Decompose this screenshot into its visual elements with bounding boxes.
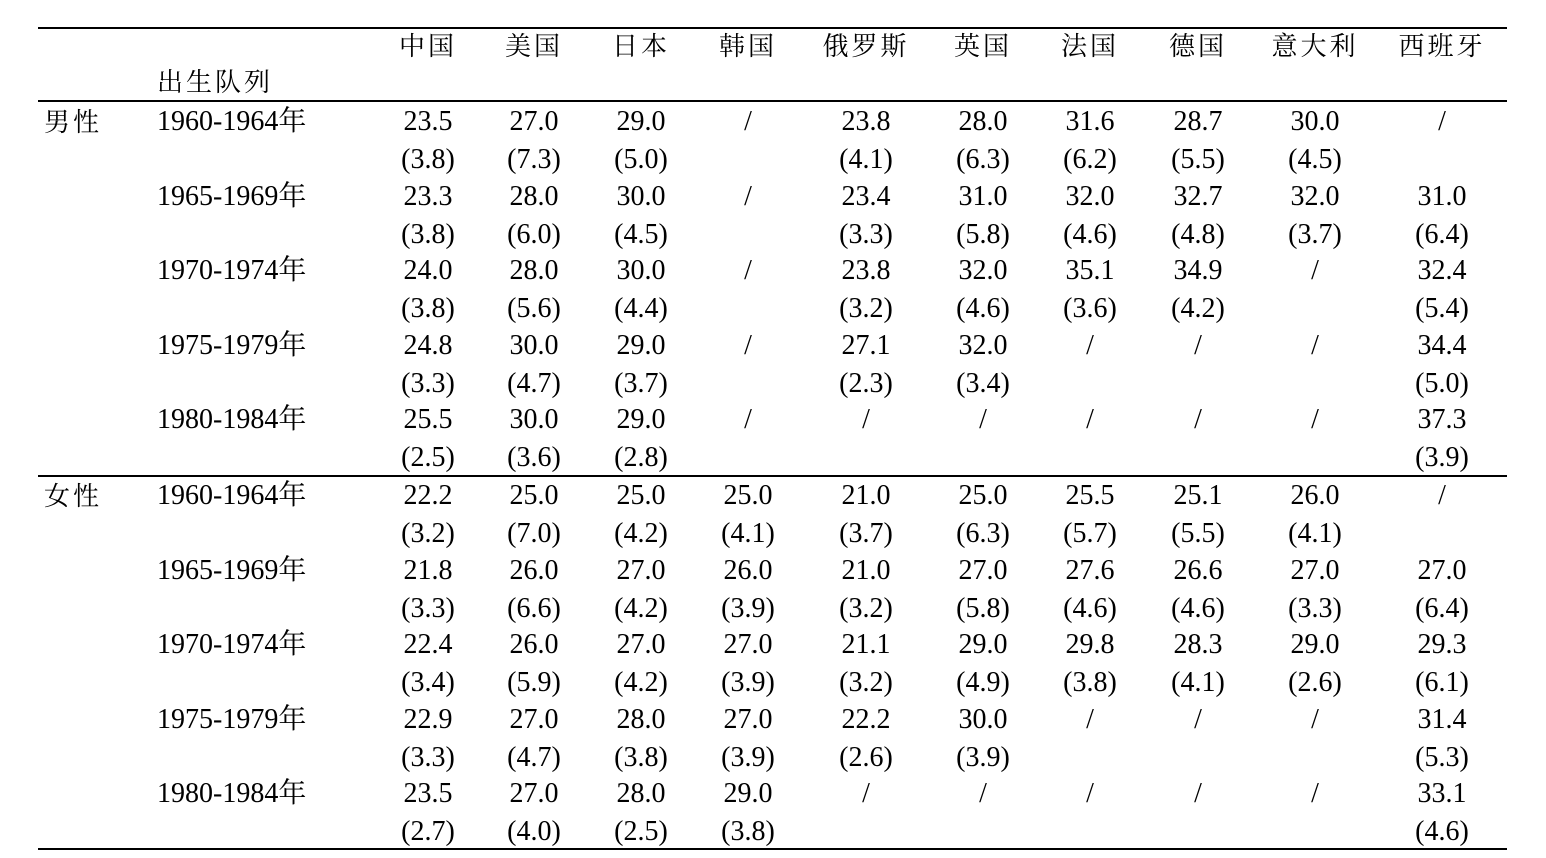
country-header: 韩国 xyxy=(718,32,778,61)
value-cell: 24.8 xyxy=(403,330,453,361)
sd-cell: (3.2) xyxy=(839,293,893,324)
sd-cell: (3.3) xyxy=(1288,593,1342,624)
header-rule xyxy=(38,100,1507,102)
sd-cell: (4.6) xyxy=(956,293,1010,324)
sd-cell: (5.7) xyxy=(1063,518,1117,549)
sd-cell: (2.8) xyxy=(614,442,668,473)
sd-cell: (6.4) xyxy=(1415,219,1469,250)
value-cell: / xyxy=(1311,255,1319,286)
sd-cell: (4.6) xyxy=(1415,816,1469,847)
value-cell: / xyxy=(1311,778,1319,809)
cohort-label: 1970-1974年 xyxy=(157,629,307,660)
value-cell: 26.6 xyxy=(1173,555,1223,586)
sd-cell: (4.4) xyxy=(614,293,668,324)
sd-cell: (3.4) xyxy=(956,368,1010,399)
value-cell: 29.0 xyxy=(616,404,666,435)
cohort-label: 1975-1979年 xyxy=(157,704,307,735)
sd-cell: (4.1) xyxy=(1171,667,1225,698)
value-cell: 25.0 xyxy=(616,480,666,511)
sd-cell: (3.8) xyxy=(721,816,775,847)
sd-cell: (6.4) xyxy=(1415,593,1469,624)
sd-cell: (7.3) xyxy=(507,144,561,175)
sd-cell: (3.9) xyxy=(721,593,775,624)
value-cell: 30.0 xyxy=(1290,106,1340,137)
sd-cell: (4.2) xyxy=(1171,293,1225,324)
value-cell: 25.0 xyxy=(958,480,1008,511)
value-cell: 27.0 xyxy=(1290,555,1340,586)
value-cell: 33.1 xyxy=(1417,778,1467,809)
bottom-rule xyxy=(38,848,1507,850)
sd-cell: (2.5) xyxy=(401,442,455,473)
value-cell: 22.2 xyxy=(841,704,891,735)
value-cell: 32.0 xyxy=(958,330,1008,361)
value-cell: / xyxy=(1086,330,1094,361)
sd-cell: (3.8) xyxy=(401,219,455,250)
group-label: 女性 xyxy=(44,482,103,511)
sd-cell: (3.4) xyxy=(401,667,455,698)
value-cell: 31.4 xyxy=(1417,704,1467,735)
value-cell: 35.1 xyxy=(1065,255,1115,286)
value-cell: 27.0 xyxy=(509,704,559,735)
sd-cell: (4.6) xyxy=(1063,593,1117,624)
sd-cell: (3.3) xyxy=(839,219,893,250)
value-cell: 25.1 xyxy=(1173,480,1223,511)
sd-cell: (3.6) xyxy=(507,442,561,473)
sd-cell: (3.9) xyxy=(956,742,1010,773)
value-cell: 23.8 xyxy=(841,106,891,137)
sd-cell: (4.1) xyxy=(1288,518,1342,549)
value-cell: 21.1 xyxy=(841,629,891,660)
value-cell: 24.0 xyxy=(403,255,453,286)
value-cell: 25.5 xyxy=(1065,480,1115,511)
cohort-header: 出生队列 xyxy=(157,68,274,97)
sd-cell: (4.2) xyxy=(614,667,668,698)
sd-cell: (4.1) xyxy=(721,518,775,549)
value-cell: / xyxy=(979,404,987,435)
sd-cell: (3.7) xyxy=(839,518,893,549)
sd-cell: (2.6) xyxy=(839,742,893,773)
sd-cell: (5.5) xyxy=(1171,144,1225,175)
sd-cell: (5.5) xyxy=(1171,518,1225,549)
value-cell: 22.2 xyxy=(403,480,453,511)
value-cell: 28.0 xyxy=(509,181,559,212)
value-cell: / xyxy=(1086,404,1094,435)
group-divider-rule xyxy=(38,475,1507,477)
value-cell: 21.8 xyxy=(403,555,453,586)
value-cell: / xyxy=(744,330,752,361)
value-cell: 27.0 xyxy=(616,555,666,586)
sd-cell: (3.8) xyxy=(614,742,668,773)
country-header: 日本 xyxy=(611,32,671,61)
value-cell: / xyxy=(1194,704,1202,735)
value-cell: 31.0 xyxy=(1417,181,1467,212)
value-cell: 30.0 xyxy=(958,704,1008,735)
value-cell: 34.9 xyxy=(1173,255,1223,286)
sd-cell: (4.1) xyxy=(839,144,893,175)
value-cell: / xyxy=(744,106,752,137)
cohort-label: 1960-1964年 xyxy=(157,106,307,137)
sd-cell: (5.0) xyxy=(1415,368,1469,399)
value-cell: 34.4 xyxy=(1417,330,1467,361)
sd-cell: (4.2) xyxy=(614,593,668,624)
value-cell: 29.0 xyxy=(1290,629,1340,660)
value-cell: / xyxy=(1086,704,1094,735)
sd-cell: (4.6) xyxy=(1063,219,1117,250)
value-cell: 22.4 xyxy=(403,629,453,660)
cohort-label: 1980-1984年 xyxy=(157,404,307,435)
top-rule xyxy=(38,27,1507,29)
value-cell: 27.0 xyxy=(616,629,666,660)
sd-cell: (6.3) xyxy=(956,518,1010,549)
sd-cell: (3.8) xyxy=(401,293,455,324)
sd-cell: (2.5) xyxy=(614,816,668,847)
sd-cell: (3.3) xyxy=(401,742,455,773)
sd-cell: (5.4) xyxy=(1415,293,1469,324)
value-cell: / xyxy=(1438,480,1446,511)
sd-cell: (4.2) xyxy=(614,518,668,549)
sd-cell: (2.7) xyxy=(401,816,455,847)
cohort-label: 1965-1969年 xyxy=(157,181,307,212)
value-cell: 27.0 xyxy=(958,555,1008,586)
value-cell: 25.5 xyxy=(403,404,453,435)
value-cell: / xyxy=(1311,704,1319,735)
country-header: 法国 xyxy=(1060,32,1120,61)
value-cell: 32.7 xyxy=(1173,181,1223,212)
value-cell: 26.0 xyxy=(723,555,773,586)
sd-cell: (4.5) xyxy=(1288,144,1342,175)
value-cell: / xyxy=(1311,404,1319,435)
value-cell: 23.5 xyxy=(403,106,453,137)
value-cell: 30.0 xyxy=(616,181,666,212)
sd-cell: (6.6) xyxy=(507,593,561,624)
country-header: 英国 xyxy=(953,32,1013,61)
value-cell: / xyxy=(744,404,752,435)
sd-cell: (4.7) xyxy=(507,742,561,773)
value-cell: 23.8 xyxy=(841,255,891,286)
value-cell: 28.7 xyxy=(1173,106,1223,137)
sd-cell: (6.3) xyxy=(956,144,1010,175)
value-cell: 26.0 xyxy=(509,555,559,586)
value-cell: 26.0 xyxy=(1290,480,1340,511)
value-cell: 26.0 xyxy=(509,629,559,660)
value-cell: 32.0 xyxy=(1065,181,1115,212)
value-cell: 28.0 xyxy=(509,255,559,286)
value-cell: 27.1 xyxy=(841,330,891,361)
sd-cell: (3.7) xyxy=(614,368,668,399)
sd-cell: (2.6) xyxy=(1288,667,1342,698)
value-cell: 32.0 xyxy=(958,255,1008,286)
value-cell: 31.6 xyxy=(1065,106,1115,137)
sd-cell: (4.8) xyxy=(1171,219,1225,250)
sd-cell: (4.0) xyxy=(507,816,561,847)
value-cell: / xyxy=(744,181,752,212)
sd-cell: (4.9) xyxy=(956,667,1010,698)
value-cell: 25.0 xyxy=(509,480,559,511)
value-cell: 31.0 xyxy=(958,181,1008,212)
value-cell: 29.3 xyxy=(1417,629,1467,660)
value-cell: / xyxy=(979,778,987,809)
sd-cell: (6.2) xyxy=(1063,144,1117,175)
value-cell: / xyxy=(862,404,870,435)
value-cell: 23.5 xyxy=(403,778,453,809)
sd-cell: (6.0) xyxy=(507,219,561,250)
cohort-label: 1960-1964年 xyxy=(157,480,307,511)
sd-cell: (3.9) xyxy=(721,742,775,773)
group-label: 男性 xyxy=(44,108,103,137)
sd-cell: (3.2) xyxy=(401,518,455,549)
value-cell: 29.0 xyxy=(616,330,666,361)
sd-cell: (2.3) xyxy=(839,368,893,399)
sd-cell: (3.9) xyxy=(721,667,775,698)
value-cell: / xyxy=(1086,778,1094,809)
value-cell: / xyxy=(1438,106,1446,137)
country-header: 西班牙 xyxy=(1398,32,1486,61)
value-cell: 27.0 xyxy=(723,704,773,735)
sd-cell: (3.2) xyxy=(839,593,893,624)
sd-cell: (3.8) xyxy=(1063,667,1117,698)
value-cell: 30.0 xyxy=(509,330,559,361)
value-cell: / xyxy=(1194,404,1202,435)
value-cell: 28.0 xyxy=(958,106,1008,137)
sd-cell: (3.8) xyxy=(401,144,455,175)
sd-cell: (3.2) xyxy=(839,667,893,698)
sd-cell: (4.7) xyxy=(507,368,561,399)
value-cell: / xyxy=(1311,330,1319,361)
value-cell: 30.0 xyxy=(616,255,666,286)
sd-cell: (3.3) xyxy=(401,368,455,399)
value-cell: / xyxy=(1194,778,1202,809)
sd-cell: (7.0) xyxy=(507,518,561,549)
country-header: 德国 xyxy=(1168,32,1228,61)
sd-cell: (3.3) xyxy=(401,593,455,624)
sd-cell: (5.9) xyxy=(507,667,561,698)
value-cell: 27.0 xyxy=(509,106,559,137)
value-cell: 29.0 xyxy=(616,106,666,137)
sd-cell: (5.6) xyxy=(507,293,561,324)
value-cell: 28.0 xyxy=(616,704,666,735)
sd-cell: (5.8) xyxy=(956,593,1010,624)
value-cell: 21.0 xyxy=(841,555,891,586)
value-cell: 23.3 xyxy=(403,181,453,212)
sd-cell: (4.5) xyxy=(614,219,668,250)
value-cell: 30.0 xyxy=(509,404,559,435)
value-cell: 21.0 xyxy=(841,480,891,511)
value-cell: 29.0 xyxy=(723,778,773,809)
value-cell: 29.0 xyxy=(958,629,1008,660)
sd-cell: (5.8) xyxy=(956,219,1010,250)
country-header: 意大利 xyxy=(1271,32,1359,61)
sd-cell: (5.3) xyxy=(1415,742,1469,773)
value-cell: 32.0 xyxy=(1290,181,1340,212)
sd-cell: (3.9) xyxy=(1415,442,1469,473)
sd-cell: (4.6) xyxy=(1171,593,1225,624)
value-cell: 32.4 xyxy=(1417,255,1467,286)
cohort-label: 1975-1979年 xyxy=(157,330,307,361)
country-header: 俄罗斯 xyxy=(822,32,910,61)
cohort-label: 1970-1974年 xyxy=(157,255,307,286)
sd-cell: (3.7) xyxy=(1288,219,1342,250)
value-cell: 27.0 xyxy=(509,778,559,809)
cohort-label: 1965-1969年 xyxy=(157,555,307,586)
value-cell: 23.4 xyxy=(841,181,891,212)
value-cell: / xyxy=(1194,330,1202,361)
sd-cell: (3.6) xyxy=(1063,293,1117,324)
value-cell: 27.0 xyxy=(1417,555,1467,586)
value-cell: 37.3 xyxy=(1417,404,1467,435)
value-cell: 28.0 xyxy=(616,778,666,809)
value-cell: 27.0 xyxy=(723,629,773,660)
value-cell: 28.3 xyxy=(1173,629,1223,660)
sd-cell: (5.0) xyxy=(614,144,668,175)
value-cell: 22.9 xyxy=(403,704,453,735)
value-cell: / xyxy=(862,778,870,809)
value-cell: / xyxy=(744,255,752,286)
country-header: 美国 xyxy=(504,32,564,61)
cohort-label: 1980-1984年 xyxy=(157,778,307,809)
sd-cell: (6.1) xyxy=(1415,667,1469,698)
value-cell: 29.8 xyxy=(1065,629,1115,660)
value-cell: 25.0 xyxy=(723,480,773,511)
value-cell: 27.6 xyxy=(1065,555,1115,586)
country-header: 中国 xyxy=(398,32,458,61)
